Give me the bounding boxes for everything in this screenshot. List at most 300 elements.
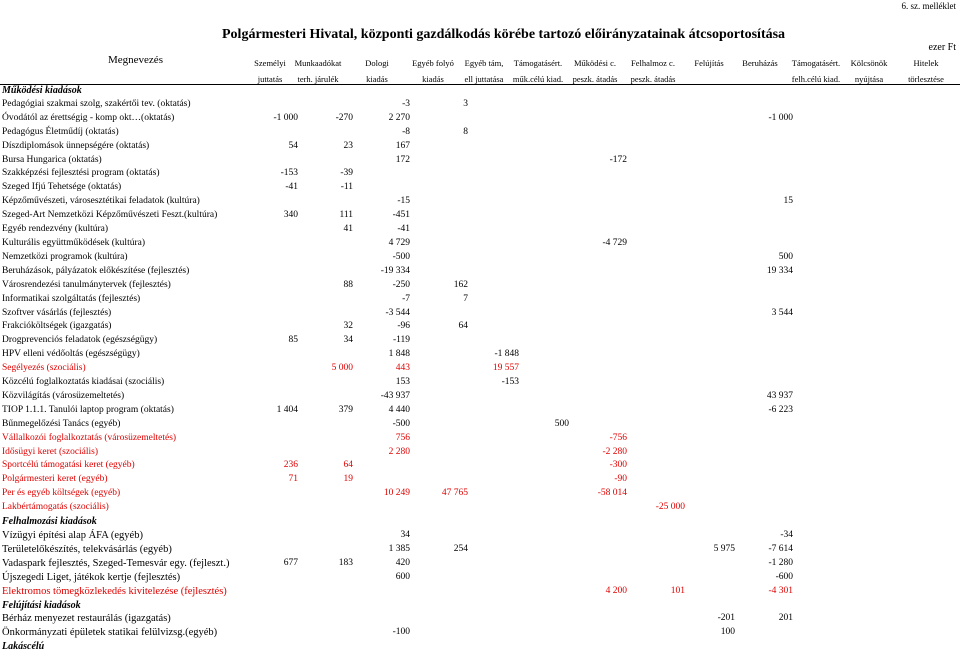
row-value	[298, 543, 353, 557]
table-row	[2, 348, 959, 362]
column-header-line2: ell juttatása	[464, 74, 504, 84]
row-value	[353, 515, 410, 529]
row-value	[685, 167, 735, 181]
row-value	[793, 98, 853, 112]
row-value: 183	[338, 557, 353, 568]
row-value	[685, 320, 735, 334]
row-value	[468, 487, 519, 501]
row-value	[853, 362, 903, 376]
row-value: 64	[343, 460, 353, 471]
row-value	[298, 126, 353, 140]
row-value	[248, 446, 298, 460]
row-value: -90	[614, 474, 627, 485]
row-name: Nemzetközi programok (kultúra)	[2, 251, 128, 262]
row-value	[410, 599, 468, 613]
row-value	[298, 154, 353, 168]
row-value	[298, 390, 353, 404]
row-value	[853, 432, 903, 446]
row-value	[735, 279, 793, 293]
row-value	[248, 320, 298, 334]
row-value	[298, 293, 353, 307]
row-name: Polgármesteri keret (egyéb)	[2, 474, 108, 485]
row-value	[685, 84, 735, 98]
row-value	[685, 265, 735, 279]
row-name: Díszdiplomások ünnepségére (oktatás)	[2, 140, 150, 151]
column-header-line1: Felhalmoz c.	[631, 58, 675, 68]
table-row	[2, 293, 959, 307]
row-value	[793, 612, 853, 626]
row-value: -39	[340, 168, 353, 179]
row-value	[793, 265, 853, 279]
row-value	[410, 181, 468, 195]
row-value	[903, 84, 959, 98]
row-value: -1 280	[768, 557, 793, 568]
row-value: -3	[402, 98, 410, 109]
row-value	[793, 362, 853, 376]
row-value	[793, 181, 853, 195]
row-value	[248, 585, 298, 599]
row-name: Sportcélú támogatási keret (egyéb)	[2, 460, 135, 471]
row-value: 85	[288, 335, 298, 346]
row-value	[627, 640, 685, 654]
row-value	[468, 320, 519, 334]
row-value: -41	[397, 224, 410, 235]
row-value	[853, 473, 903, 487]
row-value	[353, 459, 410, 473]
row-value	[853, 181, 903, 195]
row-value: 4 729	[388, 237, 410, 248]
table-row	[2, 557, 959, 571]
row-value	[627, 112, 685, 126]
row-value	[468, 404, 519, 418]
table-row	[2, 265, 959, 279]
row-value	[248, 84, 298, 98]
row-value	[903, 209, 959, 223]
column-header-line1: Felújítás	[694, 58, 724, 68]
row-name: Felújítási kiadások	[2, 599, 81, 611]
row-value	[248, 348, 298, 362]
row-value	[903, 167, 959, 181]
row-value	[853, 571, 903, 585]
row-value	[519, 126, 569, 140]
row-name: Pedagógus Életműdíj (oktatás)	[2, 126, 119, 137]
row-value	[569, 599, 627, 613]
row-value	[793, 515, 853, 529]
row-name: Lakáscélú	[2, 641, 45, 653]
row-value	[793, 279, 853, 293]
row-value	[410, 446, 468, 460]
row-value	[519, 501, 569, 515]
row-value: 19	[343, 474, 353, 485]
row-value	[853, 418, 903, 432]
row-value	[298, 626, 353, 640]
row-value	[853, 390, 903, 404]
row-value	[793, 543, 853, 557]
row-value	[853, 140, 903, 154]
row-name: Közvilágítás (városüzemeltetés)	[2, 390, 125, 401]
row-value: 4 440	[388, 404, 410, 415]
row-value	[685, 334, 735, 348]
row-value: -15	[397, 196, 410, 207]
row-value	[468, 626, 519, 640]
row-name: Egyéb rendezvény (kultúra)	[2, 224, 109, 235]
row-value	[298, 571, 353, 585]
row-value	[627, 209, 685, 223]
row-value: 23	[343, 140, 353, 151]
row-value	[903, 404, 959, 418]
table-row	[2, 612, 959, 626]
row-value: -3 544	[385, 307, 410, 318]
row-value	[903, 320, 959, 334]
row-value	[903, 334, 959, 348]
table-row	[2, 626, 959, 640]
row-value	[519, 251, 569, 265]
row-value	[793, 112, 853, 126]
row-value	[627, 418, 685, 432]
row-name: Informatikai szolgáltatás (fejlesztés)	[2, 293, 141, 304]
row-value	[468, 599, 519, 613]
row-value	[519, 473, 569, 487]
row-value	[853, 251, 903, 265]
row-value	[468, 557, 519, 571]
table-row	[2, 154, 959, 168]
row-value	[468, 432, 519, 446]
row-value: -4 729	[602, 237, 627, 248]
row-value: 3 544	[771, 307, 793, 318]
row-value	[735, 348, 793, 362]
row-value	[468, 209, 519, 223]
row-value	[410, 515, 468, 529]
row-value	[519, 390, 569, 404]
row-value: 2 280	[388, 446, 410, 457]
row-value	[627, 320, 685, 334]
table-row	[2, 404, 959, 418]
row-value	[410, 362, 468, 376]
row-value: -153	[280, 168, 298, 179]
row-value	[298, 348, 353, 362]
row-value	[903, 265, 959, 279]
section-header-row	[2, 84, 959, 98]
row-value: -43 937	[380, 390, 410, 401]
row-value	[519, 223, 569, 237]
row-value	[793, 585, 853, 599]
row-value	[468, 529, 519, 543]
row-value	[735, 487, 793, 501]
row-value: -25 000	[655, 502, 685, 513]
row-value	[853, 167, 903, 181]
row-value	[410, 167, 468, 181]
row-value	[248, 501, 298, 515]
row-value	[627, 126, 685, 140]
row-value	[519, 181, 569, 195]
row-value	[685, 293, 735, 307]
column-header-line1: Hitelek	[913, 58, 939, 68]
column-header-line2: peszk. átadás	[572, 74, 618, 84]
row-value	[569, 515, 627, 529]
row-name: Területelőkészítés, telekvásárlás (egyéb)	[2, 543, 172, 555]
row-value	[519, 459, 569, 473]
column-header-line1: Egyéb tám,	[464, 58, 504, 68]
table-row	[2, 195, 959, 209]
row-value	[627, 348, 685, 362]
row-value	[735, 459, 793, 473]
row-value	[853, 612, 903, 626]
row-name: Drogprevenciós feladatok (egészségügy)	[2, 335, 158, 346]
row-value	[410, 612, 468, 626]
row-value	[735, 223, 793, 237]
row-value	[519, 432, 569, 446]
row-value	[627, 515, 685, 529]
column-header-line2: kiadás	[366, 74, 388, 84]
row-value	[410, 626, 468, 640]
row-value: 10 249	[383, 488, 410, 499]
row-value: 340	[283, 210, 298, 221]
row-value	[903, 251, 959, 265]
row-value	[627, 265, 685, 279]
row-value	[853, 223, 903, 237]
row-value	[627, 626, 685, 640]
row-value	[853, 195, 903, 209]
row-value	[685, 112, 735, 126]
table-row	[2, 279, 959, 293]
row-value: 19 334	[766, 265, 793, 276]
row-value: 7	[463, 293, 468, 304]
row-value	[519, 320, 569, 334]
row-value	[793, 195, 853, 209]
row-value	[248, 418, 298, 432]
section-header-row	[2, 599, 959, 613]
row-value	[410, 307, 468, 321]
row-value	[468, 237, 519, 251]
row-value	[353, 501, 410, 515]
row-value	[685, 446, 735, 460]
row-value	[627, 334, 685, 348]
row-value	[853, 265, 903, 279]
row-value: 15	[783, 196, 793, 207]
row-value	[903, 557, 959, 571]
table-row	[2, 140, 959, 154]
row-value	[853, 404, 903, 418]
row-name: Lakbértámogatás (szociális)	[2, 502, 109, 513]
row-value	[685, 459, 735, 473]
row-value	[627, 529, 685, 543]
row-value	[903, 390, 959, 404]
row-value	[853, 459, 903, 473]
row-value	[353, 585, 410, 599]
row-value	[735, 293, 793, 307]
row-value	[519, 626, 569, 640]
row-value	[685, 307, 735, 321]
row-value	[685, 362, 735, 376]
row-value	[248, 362, 298, 376]
row-value	[853, 487, 903, 501]
table-row	[2, 223, 959, 237]
row-value	[298, 195, 353, 209]
row-value	[685, 487, 735, 501]
row-value	[569, 376, 627, 390]
row-value	[903, 501, 959, 515]
row-value	[410, 348, 468, 362]
row-value: 1 848	[388, 349, 410, 360]
row-value: -7	[402, 293, 410, 304]
row-value: 500	[778, 251, 793, 262]
row-name: Bűnmegelőzési Tanács (egyéb)	[2, 418, 121, 429]
row-value	[519, 612, 569, 626]
row-value	[519, 334, 569, 348]
row-value: 34	[343, 335, 353, 346]
row-value	[519, 585, 569, 599]
row-value	[248, 640, 298, 654]
row-value	[468, 515, 519, 529]
row-value	[793, 251, 853, 265]
row-value	[410, 390, 468, 404]
row-value	[627, 98, 685, 112]
row-value	[298, 487, 353, 501]
row-value	[410, 404, 468, 418]
row-value	[853, 279, 903, 293]
row-name: Per és egyéb költségek (egyéb)	[2, 488, 121, 499]
row-value: 8	[463, 126, 468, 137]
table-row	[2, 501, 959, 515]
row-value	[685, 181, 735, 195]
row-value	[793, 640, 853, 654]
row-value	[410, 112, 468, 126]
column-header-line1: Kölcsönök	[850, 58, 888, 68]
row-value	[627, 612, 685, 626]
row-value	[468, 84, 519, 98]
row-value	[519, 515, 569, 529]
row-value	[298, 515, 353, 529]
row-value	[735, 501, 793, 515]
row-value	[685, 515, 735, 529]
row-value	[569, 348, 627, 362]
row-value	[853, 307, 903, 321]
row-value	[793, 390, 853, 404]
table-row	[2, 473, 959, 487]
column-header-line1: Egyéb folyó	[412, 58, 454, 68]
row-value	[569, 334, 627, 348]
row-value	[519, 487, 569, 501]
row-value	[410, 418, 468, 432]
row-value	[793, 501, 853, 515]
row-value	[793, 473, 853, 487]
row-name: Pedagógiai szakmai szolg, szakértői tev. (oktatás)	[2, 98, 191, 109]
row-value: 379	[338, 404, 353, 415]
row-value	[793, 459, 853, 473]
row-value	[410, 529, 468, 543]
row-value	[627, 293, 685, 307]
row-value	[903, 98, 959, 112]
row-value: 254	[453, 543, 468, 554]
row-value: -153	[501, 377, 519, 388]
row-value	[903, 126, 959, 140]
row-value	[410, 459, 468, 473]
column-header-line2: törlesztése	[908, 74, 944, 84]
row-value: -250	[392, 279, 410, 290]
row-name: Önkormányzati épületek statikai felülvizsg.(egyéb)	[2, 627, 218, 639]
column-header-line2: terh. járulék	[297, 74, 339, 84]
row-value: -600	[775, 571, 793, 582]
unit-label: ezer Ft	[928, 42, 956, 53]
row-value	[410, 557, 468, 571]
row-value	[903, 515, 959, 529]
row-value	[735, 154, 793, 168]
row-value	[903, 279, 959, 293]
row-name: Felhalmozási kiadások	[2, 516, 97, 528]
row-value	[735, 432, 793, 446]
row-value	[468, 279, 519, 293]
row-value	[627, 362, 685, 376]
row-value	[519, 112, 569, 126]
row-value	[298, 585, 353, 599]
row-value	[793, 404, 853, 418]
table-row	[2, 571, 959, 585]
row-value	[735, 84, 793, 98]
row-value	[353, 599, 410, 613]
row-value	[353, 640, 410, 654]
row-value	[410, 237, 468, 251]
row-value	[853, 348, 903, 362]
table-row	[2, 543, 959, 557]
row-value	[569, 529, 627, 543]
row-name: Képzőművészeti, városesztétikai feladatok (kultúra)	[2, 196, 200, 207]
row-value	[627, 237, 685, 251]
row-value	[248, 279, 298, 293]
page-title: Polgármesteri Hivatal, központi gazdálkodás körébe tartozó előirányzatainak átcsoportosítása	[222, 27, 786, 42]
row-value	[468, 181, 519, 195]
row-value	[353, 167, 410, 181]
column-header-line1: Személyi	[254, 58, 286, 68]
row-value	[519, 529, 569, 543]
row-value: 32	[343, 321, 353, 332]
row-value	[793, 223, 853, 237]
row-value	[685, 432, 735, 446]
table-row	[2, 487, 959, 501]
row-value	[627, 404, 685, 418]
row-value	[519, 543, 569, 557]
row-value: 201	[778, 613, 793, 624]
column-header-line1: Támogatásért.	[513, 58, 563, 68]
row-value	[519, 98, 569, 112]
row-value	[468, 167, 519, 181]
row-value	[627, 599, 685, 613]
row-value	[569, 543, 627, 557]
row-value	[410, 376, 468, 390]
row-value	[735, 140, 793, 154]
row-value: 4 200	[605, 585, 627, 596]
row-name: Szakképzési fejlesztési program (oktatás)	[2, 168, 160, 179]
row-value	[410, 154, 468, 168]
row-name: Idősügyi keret (szociális)	[2, 446, 99, 457]
row-value	[248, 307, 298, 321]
row-value	[735, 362, 793, 376]
row-value	[627, 154, 685, 168]
row-value	[519, 557, 569, 571]
row-value	[903, 418, 959, 432]
row-value	[685, 237, 735, 251]
row-value	[569, 320, 627, 334]
row-value: 101	[670, 585, 685, 596]
row-value	[569, 640, 627, 654]
row-value	[735, 237, 793, 251]
row-value: 3	[463, 98, 468, 109]
row-value: 677	[283, 557, 298, 568]
row-value	[685, 195, 735, 209]
row-value	[627, 487, 685, 501]
row-value	[903, 140, 959, 154]
row-value: -96	[397, 321, 410, 332]
row-value	[569, 167, 627, 181]
